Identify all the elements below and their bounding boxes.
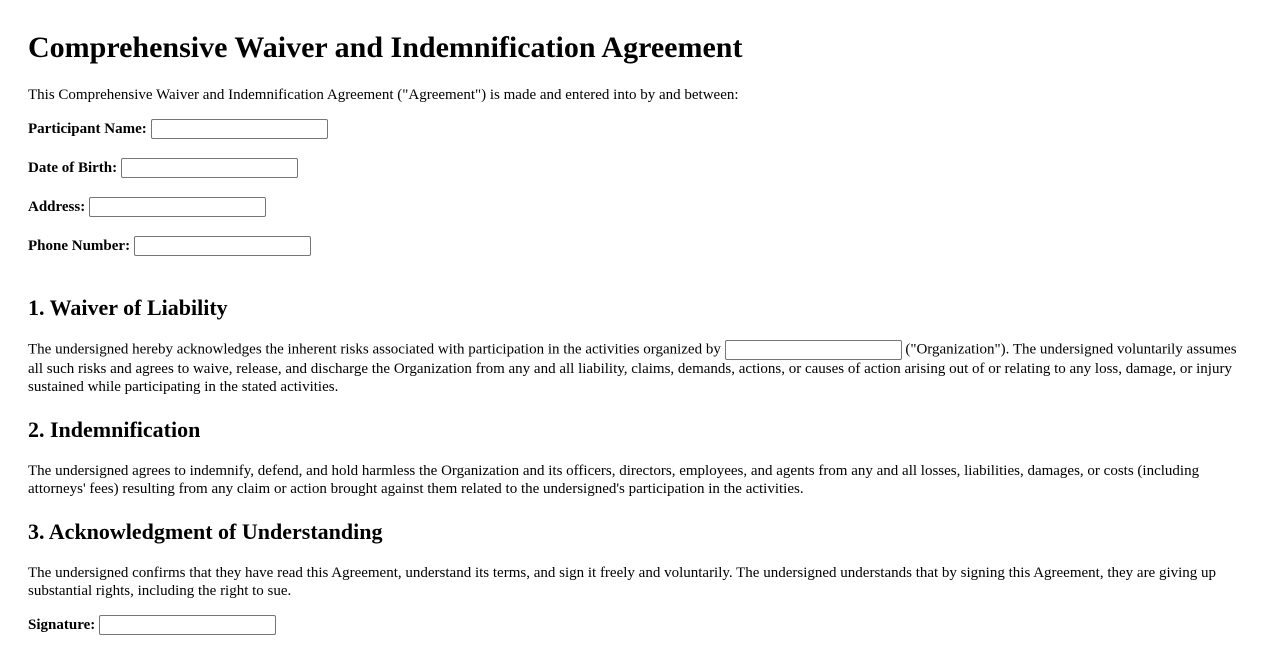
section-paragraph-acknowledgment: The undersigned confirms that they have read this Agreement, understand its terms, and sign it freely and voluntarily. The undersigned understands that by signing this Agreement, they are giving up substantial rights, including the right to sue. bbox=[28, 565, 1217, 599]
waiver-text-after: ("Organization"). The undersigned voluntarily assumes all such risks and agrees to waive, release, and discharge the Organization from any and all liability, claims, demands, actions, or causes of action arising out of or relating to any loss, damage, or injury sustained while participating in the stated activities. bbox=[28, 341, 1237, 395]
phone-number-label: Phone Number: bbox=[28, 238, 131, 254]
date-of-birth-input[interactable] bbox=[121, 158, 298, 178]
signature-label: Signature: bbox=[28, 617, 96, 633]
waiver-text-before: The undersigned hereby acknowledges the inherent risks associated with participation in the activities organized by bbox=[28, 341, 721, 358]
address-input[interactable] bbox=[89, 197, 266, 217]
section-heading-waiver: 1. Waiver of Liability bbox=[28, 295, 228, 320]
section-paragraph-waiver bbox=[28, 340, 1250, 396]
page-title: Comprehensive Waiver and Indemnification Agreement bbox=[28, 31, 743, 64]
section-heading-indemnification: 2. Indemnification bbox=[28, 417, 201, 442]
participant-name-row bbox=[28, 118, 1250, 140]
section-heading-acknowledgment: 3. Acknowledgment of Understanding bbox=[28, 519, 383, 544]
address-label: Address: bbox=[28, 199, 86, 215]
organization-input[interactable] bbox=[725, 340, 902, 360]
date-of-birth-label: Date of Birth: bbox=[28, 160, 118, 176]
address-row bbox=[28, 196, 1250, 218]
section-paragraph-indemnification: The undersigned agrees to indemnify, defend, and hold harmless the Organization and its officers, directors, employees, and agents from any and all losses, liabilities, damages, or costs (including attorneys' fees) resulting from any claim or action brought against them related to the undersigned's participation in the activities. bbox=[28, 463, 1200, 497]
date-of-birth-row bbox=[28, 157, 1250, 179]
phone-number-row bbox=[28, 235, 1250, 257]
intro-paragraph: This Comprehensive Waiver and Indemnification Agreement ("Agreement") is made and entered into by and between: bbox=[28, 87, 739, 103]
signature-input[interactable] bbox=[99, 615, 276, 635]
phone-number-input[interactable] bbox=[134, 236, 311, 256]
participant-name-label: Participant Name: bbox=[28, 121, 147, 137]
participant-name-input[interactable] bbox=[151, 119, 328, 139]
signature-row bbox=[28, 614, 1250, 636]
